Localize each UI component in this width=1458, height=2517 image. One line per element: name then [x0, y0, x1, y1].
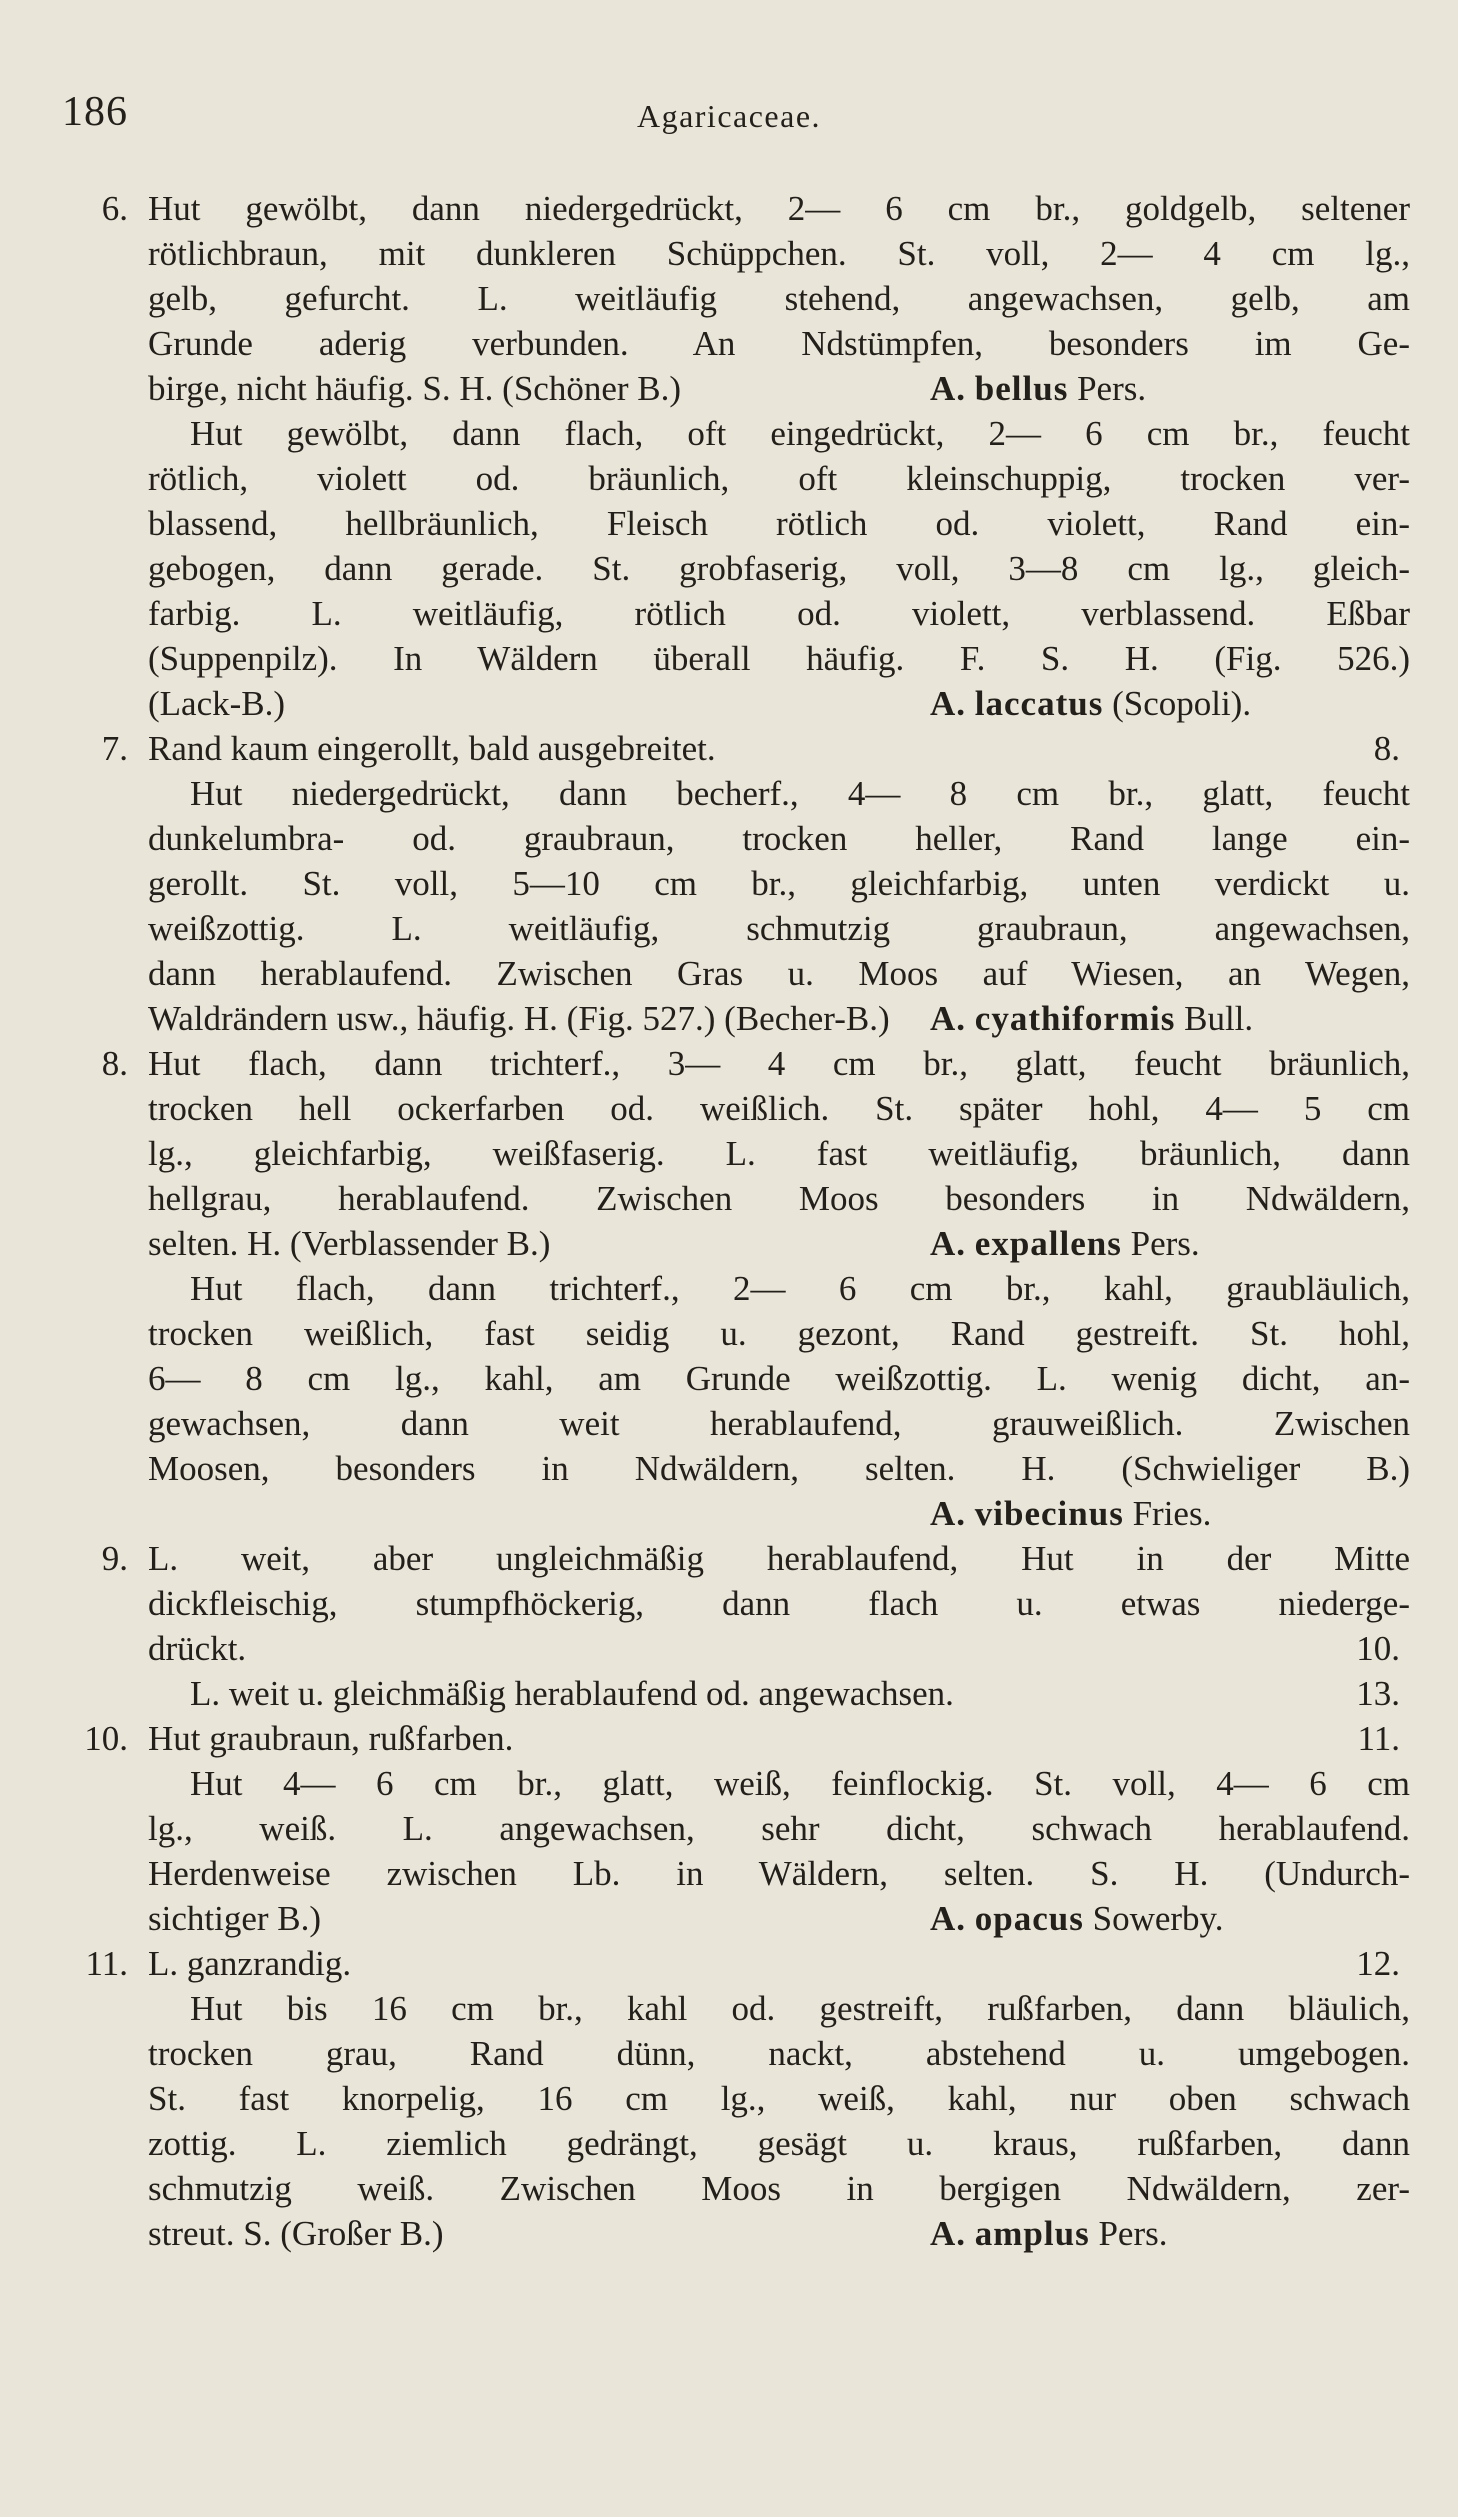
species-genus: A. [930, 2214, 967, 2253]
species-name [930, 1896, 1224, 1941]
description-text: selten. H. (Verblassender B.) [148, 1224, 551, 1263]
description-text: dunkelumbra- od. graubraun, trocken heller, Rand lange ein- [148, 819, 1410, 858]
key-line [0, 1626, 1458, 1671]
description-text: Waldrändern usw., häufig. H. (Fig. 527.) (Becher-B.) [148, 999, 890, 1038]
description-text: hellgrau, herablaufend. Zwischen Moos besonders in Ndwäldern, [148, 1179, 1410, 1218]
couplet-number: 8. [101, 1044, 128, 1083]
description-line [0, 1311, 1458, 1356]
key-line [0, 1716, 1458, 1761]
description-text: Grunde aderig verbunden. An Ndstümpfen, besonders im Ge- [148, 324, 1410, 363]
species-author: Pers. [1077, 369, 1147, 408]
description-text: Hut bis 16 cm br., kahl od. gestreift, rußfarben, dann bläulich, [190, 1989, 1410, 2028]
description-text: Hut gewölbt, dann flach, oft eingedrückt, 2— 6 cm br., feucht [190, 414, 1410, 453]
couplet-number: 6. [101, 189, 128, 228]
description-text: St. fast knorpelig, 16 cm lg., weiß, kahl, nur oben schwach [148, 2079, 1410, 2118]
description-text: zottig. L. ziemlich gedrängt, gesägt u. kraus, rußfarben, dann [148, 2124, 1410, 2163]
description-line [0, 1401, 1458, 1446]
description-text: schmutzig weiß. Zwischen Moos in bergigen Ndwäldern, zer- [148, 2169, 1410, 2208]
description-line [0, 591, 1458, 636]
species-author: Pers. [1130, 1224, 1200, 1263]
description-line [0, 906, 1458, 951]
description-line [0, 231, 1458, 276]
description-line [0, 771, 1458, 816]
description-text: Herdenweise zwischen Lb. in Wäldern, selten. S. H. (Undurch- [148, 1854, 1410, 1893]
description-line [0, 861, 1458, 906]
description-line [0, 276, 1458, 321]
species-line [0, 681, 1458, 726]
description-text: Moosen, besonders in Ndwäldern, selten. H. (Schwieliger B.) [148, 1449, 1410, 1488]
couplet-number: 11. [85, 1944, 128, 1983]
description-text: trocken hell ockerfarben od. weißlich. St. später hohl, 4— 5 cm [148, 1089, 1410, 1128]
description-text: gelb, gefurcht. L. weitläufig stehend, angewachsen, gelb, am [148, 279, 1410, 318]
description-text: dann herablaufend. Zwischen Gras u. Moos auf Wiesen, an Wegen, [148, 954, 1410, 993]
species-line [0, 1896, 1458, 1941]
species-name [930, 2211, 1168, 2256]
description-text: trocken weißlich, fast seidig u. gezont, Rand gestreift. St. hohl, [148, 1314, 1410, 1353]
description-line [0, 1176, 1458, 1221]
description-line [0, 1536, 1458, 1581]
species-genus: A. [930, 1899, 967, 1938]
species-name [930, 996, 1253, 1041]
description-text: (Suppenpilz). In Wäldern überall häufig. F. S. H. (Fig. 526.) [148, 639, 1410, 678]
description-text: Hut niedergedrückt, dann becherf., 4— 8 cm br., glatt, feucht [190, 774, 1410, 813]
description-text: gebogen, dann gerade. St. grobfaserig, voll, 3—8 cm lg., gleich- [148, 549, 1410, 588]
species-author: Bull. [1184, 999, 1254, 1038]
couplet-number: 10. [84, 1719, 128, 1758]
description-line [0, 2121, 1458, 2166]
running-title: Agaricaceae. [636, 98, 822, 134]
description-text: blassend, hellbräunlich, Fleisch rötlich od. violett, Rand ein- [148, 504, 1410, 543]
species-line [0, 366, 1458, 411]
description-text: weißzottig. L. weitläufig, schmutzig graubraun, angewachsen, [148, 909, 1410, 948]
description-line [0, 2076, 1458, 2121]
description-text: lg., gleichfarbig, weißfaserig. L. fast weitläufig, bräunlich, dann [148, 1134, 1410, 1173]
description-text: Hut 4— 6 cm br., glatt, weiß, feinflockig. St. voll, 4— 6 cm [190, 1764, 1410, 1803]
species-genus: A. [930, 1494, 967, 1533]
key-text: Hut graubraun, rußfarben. [148, 1719, 514, 1758]
description-text: rötlich, violett od. bräunlich, oft kleinschuppig, trocken ver- [148, 459, 1410, 498]
description-line [0, 1131, 1458, 1176]
species-line [0, 996, 1458, 1041]
species-name [930, 681, 1251, 726]
key-text: Rand kaum eingerollt, bald ausgebreitet. [148, 729, 716, 768]
description-text: lg., weiß. L. angewachsen, sehr dicht, schwach herablaufend. [148, 1809, 1410, 1848]
key-target: 11. [1357, 1719, 1400, 1758]
key-text: drückt. [148, 1629, 247, 1668]
species-epithet: cyathiformis [974, 999, 1176, 1038]
species-line [0, 2211, 1458, 2256]
description-text: farbig. L. weitläufig, rötlich od. violett, verblassend. Eßbar [148, 594, 1410, 633]
key-text: L. weit u. gleichmäßig herablaufend od. angewachsen. [190, 1674, 954, 1713]
description-line [0, 1041, 1458, 1086]
description-line [0, 501, 1458, 546]
species-epithet: vibecinus [974, 1494, 1124, 1533]
description-line [0, 816, 1458, 861]
description-line [0, 636, 1458, 681]
page-number: 186 [62, 89, 128, 135]
description-line [0, 2166, 1458, 2211]
species-genus: A. [930, 684, 967, 723]
description-text: Hut flach, dann trichterf., 2— 6 cm br., kahl, graubläulich, [190, 1269, 1410, 1308]
key-target: 12. [1356, 1944, 1400, 1983]
species-author: Pers. [1098, 2214, 1168, 2253]
page-header [62, 88, 1396, 148]
key-text: L. ganzrandig. [148, 1944, 352, 1983]
species-name [930, 1221, 1200, 1266]
description-text: 6— 8 cm lg., kahl, am Grunde weißzottig. L. wenig dicht, an- [148, 1359, 1410, 1398]
species-line [0, 1221, 1458, 1266]
description-text: Hut gewölbt, dann niedergedrückt, 2— 6 cm br., goldgelb, seltener [148, 189, 1410, 228]
description-line [0, 1806, 1458, 1851]
key-line [0, 1941, 1458, 1986]
description-text: gewachsen, dann weit herablaufend, grauweißlich. Zwischen [148, 1404, 1410, 1443]
description-line [0, 546, 1458, 591]
description-line [0, 321, 1458, 366]
key-target: 10. [1356, 1629, 1400, 1668]
species-epithet: laccatus [974, 684, 1104, 723]
description-line [0, 1266, 1458, 1311]
description-line [0, 1356, 1458, 1401]
description-text: sichtiger B.) [148, 1899, 322, 1938]
description-line [0, 1851, 1458, 1896]
species-epithet: amplus [974, 2214, 1090, 2253]
description-line [0, 1986, 1458, 2031]
couplet-number: 9. [101, 1539, 128, 1578]
description-text: streut. S. (Großer B.) [148, 2214, 444, 2253]
species-epithet: bellus [974, 369, 1069, 408]
species-genus: A. [930, 369, 967, 408]
key-line [0, 1671, 1458, 1716]
description-text: gerollt. St. voll, 5—10 cm br., gleichfarbig, unten verdickt u. [148, 864, 1410, 903]
species-genus: A. [930, 999, 967, 1038]
description-line [0, 951, 1458, 996]
species-name [930, 1491, 1211, 1536]
species-genus: A. [930, 1224, 967, 1263]
species-name [930, 366, 1146, 411]
key-line [0, 726, 1458, 771]
species-author: Sowerby. [1092, 1899, 1224, 1938]
species-epithet: opacus [974, 1899, 1084, 1938]
key-target: 8. [1373, 729, 1400, 768]
description-text: birge, nicht häufig. S. H. (Schöner B.) [148, 369, 682, 408]
description-text: Hut flach, dann trichterf., 3— 4 cm br., glatt, feucht bräunlich, [148, 1044, 1410, 1083]
species-line [0, 1491, 1458, 1536]
description-text: (Lack-B.) [148, 684, 286, 723]
description-text: L. weit, aber ungleichmäßig herablaufend, Hut in der Mitte [148, 1539, 1410, 1578]
description-line [0, 411, 1458, 456]
species-author: (Scopoli). [1112, 684, 1252, 723]
description-text: rötlichbraun, mit dunkleren Schüppchen. St. voll, 2— 4 cm lg., [148, 234, 1410, 273]
key-text-body [0, 186, 1458, 2256]
couplet-number: 7. [101, 729, 128, 768]
key-target: 13. [1356, 1674, 1400, 1713]
description-line [0, 1086, 1458, 1131]
species-author: Fries. [1132, 1494, 1212, 1533]
description-line [0, 186, 1458, 231]
description-line [0, 1581, 1458, 1626]
description-text: dickfleischig, stumpfhöckerig, dann flach u. etwas niederge- [148, 1584, 1410, 1623]
description-line [0, 1446, 1458, 1491]
description-line [0, 456, 1458, 501]
species-epithet: expallens [974, 1224, 1122, 1263]
description-line [0, 2031, 1458, 2076]
description-text: trocken grau, Rand dünn, nackt, abstehend u. umgebogen. [148, 2034, 1410, 2073]
description-line [0, 1761, 1458, 1806]
